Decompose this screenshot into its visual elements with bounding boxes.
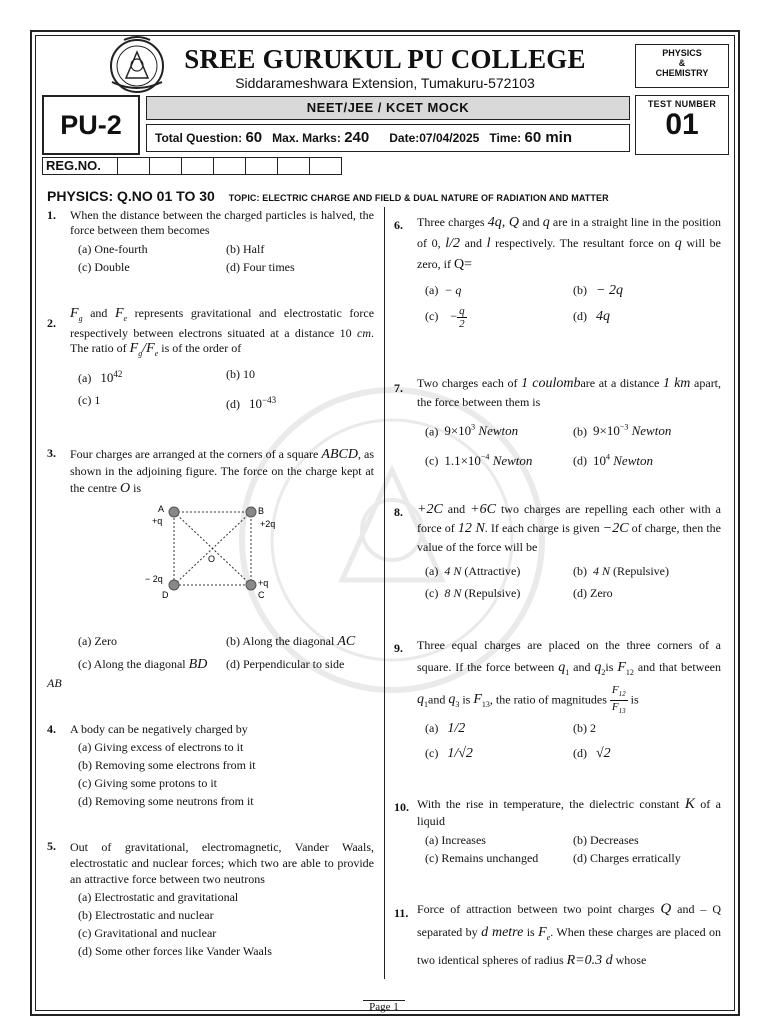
option-d[interactable]: (d) Some other forces like Vander Waals	[78, 944, 272, 958]
reg-number-field	[42, 157, 342, 175]
question-text: is	[605, 660, 618, 674]
option-a-value: 1/2	[447, 721, 466, 737]
math-term: l	[486, 236, 491, 251]
option-b[interactable]: (b) Half	[226, 242, 265, 256]
option-b-unit: Newton	[628, 423, 672, 439]
college-address: Siddarameshwara Extension, Tumakuru-572103	[235, 75, 535, 91]
question-text: respectively. The resultant force on	[490, 236, 675, 250]
option-d[interactable]: (d) Charges erratically	[573, 851, 681, 865]
question-text: A body can be negatively charged by	[70, 722, 248, 736]
exam-title: NEET/JEE / KCET MOCK	[146, 96, 630, 120]
charge-label-b: +2q	[260, 519, 276, 529]
question-text: will be zero, if	[417, 236, 721, 271]
reg-number-cell[interactable]	[246, 157, 278, 175]
option-d[interactable]: (d)	[573, 453, 587, 468]
fraction-denominator: 2	[459, 317, 465, 330]
question-number: 6.	[394, 218, 403, 232]
option-a[interactable]: (a)	[425, 283, 439, 297]
option-d-value: 10	[249, 395, 262, 411]
option-d[interactable]: (d)	[226, 396, 240, 411]
option-b-value: 9×10	[593, 423, 620, 439]
fraction-denominator: F	[611, 700, 619, 713]
subscript: 2	[601, 667, 606, 677]
math-term: O	[119, 481, 131, 496]
option-b[interactable]: (b) Electrostatic and nuclear	[78, 908, 214, 922]
question-number: 10.	[394, 800, 409, 814]
subscript: e	[546, 932, 551, 942]
subscript: 3	[455, 700, 460, 710]
subscript: 12	[625, 667, 634, 677]
subscript: 13	[618, 707, 626, 716]
option-a[interactable]: (a)	[78, 370, 92, 385]
question-text: of a liquid	[417, 797, 721, 828]
question-8	[394, 500, 721, 604]
math-term: F	[538, 925, 547, 940]
question-text: is	[627, 692, 639, 707]
college-logo	[104, 34, 170, 96]
max-marks-label: Max. Marks:	[272, 131, 341, 145]
subscript: 12	[618, 689, 626, 698]
reg-number-cell[interactable]	[150, 157, 182, 175]
subject-line: CHEMISTRY	[655, 68, 709, 78]
option-c-unit: Newton	[489, 452, 533, 468]
total-question-label: Total Question:	[155, 131, 243, 145]
math-term: 4 N	[444, 564, 462, 578]
math-term: q	[594, 660, 602, 675]
math-term: −2C	[602, 521, 629, 536]
question-number: 3.	[47, 446, 56, 460]
question-text: apart, the force between them is	[417, 376, 722, 409]
math-term: ABCD	[321, 447, 358, 462]
question-number: 9.	[394, 641, 403, 655]
charge-label-a: +q	[152, 516, 163, 526]
question-text: Out of gravitational, electromagnetic, Vander Waals, electrostatic and nuclear forces; which two are able to provide an attractive force between two neutrons	[70, 840, 374, 886]
question-text: , the ratio of magnitudes	[489, 692, 610, 707]
math-term: 1 km	[662, 376, 691, 391]
option-c[interactable]: (c) Giving some protons to it	[78, 776, 217, 790]
question-text: Four charges are arranged at the corners of a square	[70, 447, 322, 461]
question-text: . If each charge is given	[484, 521, 603, 535]
section-title: PHYSICS: Q.NO 01 TO 30	[47, 188, 215, 204]
option-a[interactable]: (a)	[425, 564, 439, 578]
option-c-value: 1.1×10	[444, 452, 481, 468]
option-d-exponent: −43	[262, 394, 277, 405]
question-text: and – Q separated by	[417, 902, 721, 939]
test-number-label: TEST NUMBER	[647, 99, 717, 109]
option-a[interactable]: (a) Electrostatic and gravitational	[78, 890, 239, 904]
option-b[interactable]: (b) Removing some electrons from it	[78, 758, 256, 772]
option-a-value: 10	[100, 369, 114, 385]
fraction-numerator: F	[611, 683, 619, 696]
option-b[interactable]: (b) Decreases	[573, 833, 639, 847]
question-text: are in a straight line in the position of 0,	[417, 215, 722, 250]
class-label: PU-2	[42, 95, 140, 155]
option-c[interactable]: (c)	[425, 309, 439, 323]
math-term: AC	[337, 634, 356, 649]
option-b[interactable]: (b) 10	[226, 366, 255, 381]
question-text: and	[90, 306, 108, 320]
option-b[interactable]: (b) 2	[573, 721, 596, 736]
section-topic: TOPIC: ELECTRIC CHARGE AND FIELD & DUAL NATURE OF RADIATION AND MATTER	[228, 193, 609, 203]
question-text: , as shown in the adjoining figure. The force on the charge kept at the centre	[70, 447, 374, 495]
corner-label-b: B	[258, 506, 265, 516]
math-term: F	[617, 660, 626, 675]
math-term: cm	[357, 325, 371, 340]
question-text: is of the order of	[158, 340, 242, 355]
question-text: and	[442, 502, 471, 516]
question-text: is	[130, 481, 142, 495]
question-text: Force of attraction between two point charges	[417, 902, 661, 916]
question-7	[394, 374, 721, 474]
math-term: BD	[188, 657, 208, 672]
question-text: whose	[612, 952, 647, 967]
charge-c	[246, 580, 256, 590]
subject-box	[635, 44, 729, 88]
question-text: Three charges	[417, 215, 488, 229]
question-number: 8.	[394, 505, 403, 519]
math-term: l/2	[445, 236, 461, 251]
option-a-value: 9×10	[444, 423, 472, 439]
option-d[interactable]: (d) Removing some neutrons from it	[78, 794, 254, 808]
option-c[interactable]: (c) Double	[78, 260, 130, 274]
option-a-text: (Attractive)	[461, 564, 521, 578]
time-label: Time:	[489, 131, 522, 145]
option-d[interactable]: (d) Zero	[573, 586, 613, 600]
math-term: +2C	[417, 502, 443, 517]
charge-label-c: +q	[258, 578, 269, 588]
math-term: Q=	[453, 257, 472, 272]
reg-number-cell[interactable]	[278, 157, 310, 175]
option-c[interactable]: (c)	[425, 586, 439, 600]
option-a[interactable]: (a) Increases	[425, 833, 486, 847]
question-text: and	[519, 215, 543, 229]
option-a-exponent: 3	[471, 423, 476, 432]
question-text: are at a distance	[580, 376, 663, 390]
math-term: 8 N	[444, 586, 462, 600]
math-term: AB	[47, 676, 62, 690]
reg-number-cell[interactable]	[214, 157, 246, 175]
option-d[interactable]: (d) Four times	[226, 260, 295, 274]
reg-number-cell[interactable]	[182, 157, 214, 175]
option-d-value: 10	[593, 452, 606, 468]
question-11	[394, 898, 721, 972]
question-text: and	[428, 692, 449, 707]
question-3	[47, 446, 374, 497]
section-heading	[47, 188, 609, 204]
question-9	[394, 634, 721, 767]
math-term: 1 coulomb	[521, 376, 581, 391]
question-number: 7.	[394, 381, 403, 395]
option-b-text: (Repulsive)	[610, 564, 670, 578]
option-d[interactable]: (d) Perpendicular to side	[226, 657, 345, 671]
math-term: q	[674, 236, 682, 251]
reg-number-cell[interactable]	[118, 157, 150, 175]
question-text: . When these charges are placed on two identical spheres of radius	[417, 925, 722, 967]
option-c[interactable]: (c) Along the diagonal	[78, 657, 189, 671]
test-number: 01	[665, 108, 699, 141]
exam-info	[146, 124, 630, 152]
subject-line: PHYSICS	[662, 48, 702, 58]
exam-date: Date:07/04/2025	[389, 131, 480, 145]
question-text: is	[523, 925, 539, 939]
option-d[interactable]: (d)	[573, 746, 587, 761]
math-term: +6C	[470, 502, 496, 517]
math-term: $F_e$	[114, 306, 128, 323]
math-term: $F_g$	[70, 306, 83, 323]
subject-line: &	[678, 58, 686, 68]
charge-d	[169, 580, 179, 590]
reg-number-label: REG.NO.	[42, 157, 118, 175]
center-label-o: O	[208, 554, 216, 564]
question-1	[47, 208, 374, 276]
question-text: and	[460, 236, 487, 250]
option-c[interactable]: (c) 1	[78, 392, 101, 407]
math-term: R=0.3 d	[566, 952, 613, 968]
option-c-exponent: −4	[480, 452, 490, 462]
question-4	[47, 722, 374, 810]
option-c[interactable]: (c) Gravitational and nuclear	[78, 926, 217, 940]
question-5	[47, 839, 374, 960]
charge-label-d: − 2q	[145, 574, 163, 584]
math-term: K	[684, 796, 695, 812]
option-a[interactable]: (a) One-fourth	[78, 242, 148, 256]
math-term: q	[558, 660, 566, 675]
test-number-box	[635, 95, 729, 155]
total-question-value: 60	[245, 129, 263, 146]
question-3-options	[47, 630, 374, 690]
question-text: two charges are repelling each other with a force of	[417, 502, 721, 535]
option-d-value: √2	[596, 746, 611, 762]
math-term: F	[473, 692, 482, 708]
fraction	[610, 684, 628, 717]
corner-label-d: D	[162, 590, 169, 600]
question-6: 6. Three charges 4q, Q and q are in a straight line in the position of 0, l/2 and l respectively. The resultant force on q will be zero, if Q= (a) − q (b) − 2q (c) − $\frac{q}{2}$ (d) 4q	[394, 215, 722, 330]
option-d[interactable]: (d)	[573, 309, 587, 323]
subscript: 13	[481, 700, 490, 710]
question-text: and	[569, 660, 595, 674]
page-number: Page 1	[363, 1000, 405, 1013]
fraction	[457, 305, 467, 330]
math-term: $F_g/F_e$	[129, 340, 159, 358]
question-text: and that between	[633, 660, 721, 674]
math-term: 12 N	[457, 521, 485, 536]
math-term: q	[417, 692, 424, 708]
question-text: Three equal charges are placed on the three corners of a square. If the force between	[417, 638, 721, 674]
subscript: 1	[565, 667, 570, 677]
fraction-numerator: q	[459, 304, 465, 317]
question-number: 5.	[47, 839, 56, 853]
option-a[interactable]: (a)	[425, 424, 439, 439]
option-b-exponent: −3	[619, 423, 629, 432]
option-a[interactable]: (a)	[425, 721, 439, 736]
option-c-value: 1/√2	[447, 746, 473, 762]
option-b[interactable]: (b)	[573, 564, 587, 578]
math-term: q	[448, 692, 456, 708]
max-marks-value: 240	[344, 129, 370, 146]
option-d-unit: Newton	[610, 452, 653, 468]
option-b[interactable]: (b)	[573, 424, 587, 439]
option-b-value: − 2q	[596, 283, 623, 298]
option-c[interactable]: (c)	[425, 746, 439, 761]
question-number: 1.	[47, 208, 56, 222]
college-name: SREE GURUKUL PU COLLEGE	[184, 44, 586, 74]
question-number: 11.	[394, 906, 409, 920]
corner-label-a: A	[158, 504, 165, 514]
option-a-unit: Newton	[475, 423, 519, 439]
option-b[interactable]: (b)	[573, 283, 587, 297]
math-term: d metre	[481, 925, 524, 940]
option-a[interactable]: (a) Zero	[78, 634, 117, 648]
math-term: 4q, Q	[487, 215, 520, 230]
question-text: . The ratio of	[70, 325, 374, 355]
question-number: 4.	[47, 722, 56, 736]
option-c[interactable]: (c)	[425, 453, 439, 468]
page-footer	[0, 1000, 768, 1013]
option-b[interactable]: (b) Along the diagonal	[226, 634, 338, 648]
corner-label-c: C	[258, 590, 265, 600]
question-number: 2.	[47, 316, 56, 330]
option-d-value: 4q	[596, 309, 610, 324]
option-a-exponent: 42	[113, 368, 123, 379]
math-term: 4 N	[593, 564, 611, 578]
question-text: Two charges each of	[417, 376, 522, 390]
question-text: When the distance between the charged particles is halved, the force between them becomes	[70, 208, 374, 237]
question-2	[47, 306, 374, 415]
math-term: q	[542, 215, 550, 230]
option-d-exponent: 4	[606, 452, 610, 462]
question-text: represents gravitational and electrostatic force respectively between electrons situated at a distance 10	[70, 306, 375, 340]
math-term: Q	[660, 901, 672, 917]
charge-a	[169, 507, 179, 517]
question-text: of charge, then the value of the force will be	[417, 521, 722, 554]
question-text: is	[459, 692, 474, 707]
subscript: 1	[424, 700, 428, 710]
charge-b	[246, 507, 256, 517]
time-value: 60 min	[524, 129, 573, 146]
option-a-value: − q	[444, 283, 462, 297]
column-divider	[384, 207, 385, 979]
square-charges-figure	[140, 502, 280, 602]
reg-number-cell[interactable]	[310, 157, 342, 175]
option-a[interactable]: (a) Giving excess of electrons to it	[78, 740, 244, 754]
question-text: With the rise in temperature, the dielectric constant	[417, 797, 685, 811]
option-c[interactable]: (c) Remains unchanged	[425, 851, 539, 865]
question-10	[394, 796, 721, 867]
option-c-text: (Repulsive)	[461, 586, 521, 600]
